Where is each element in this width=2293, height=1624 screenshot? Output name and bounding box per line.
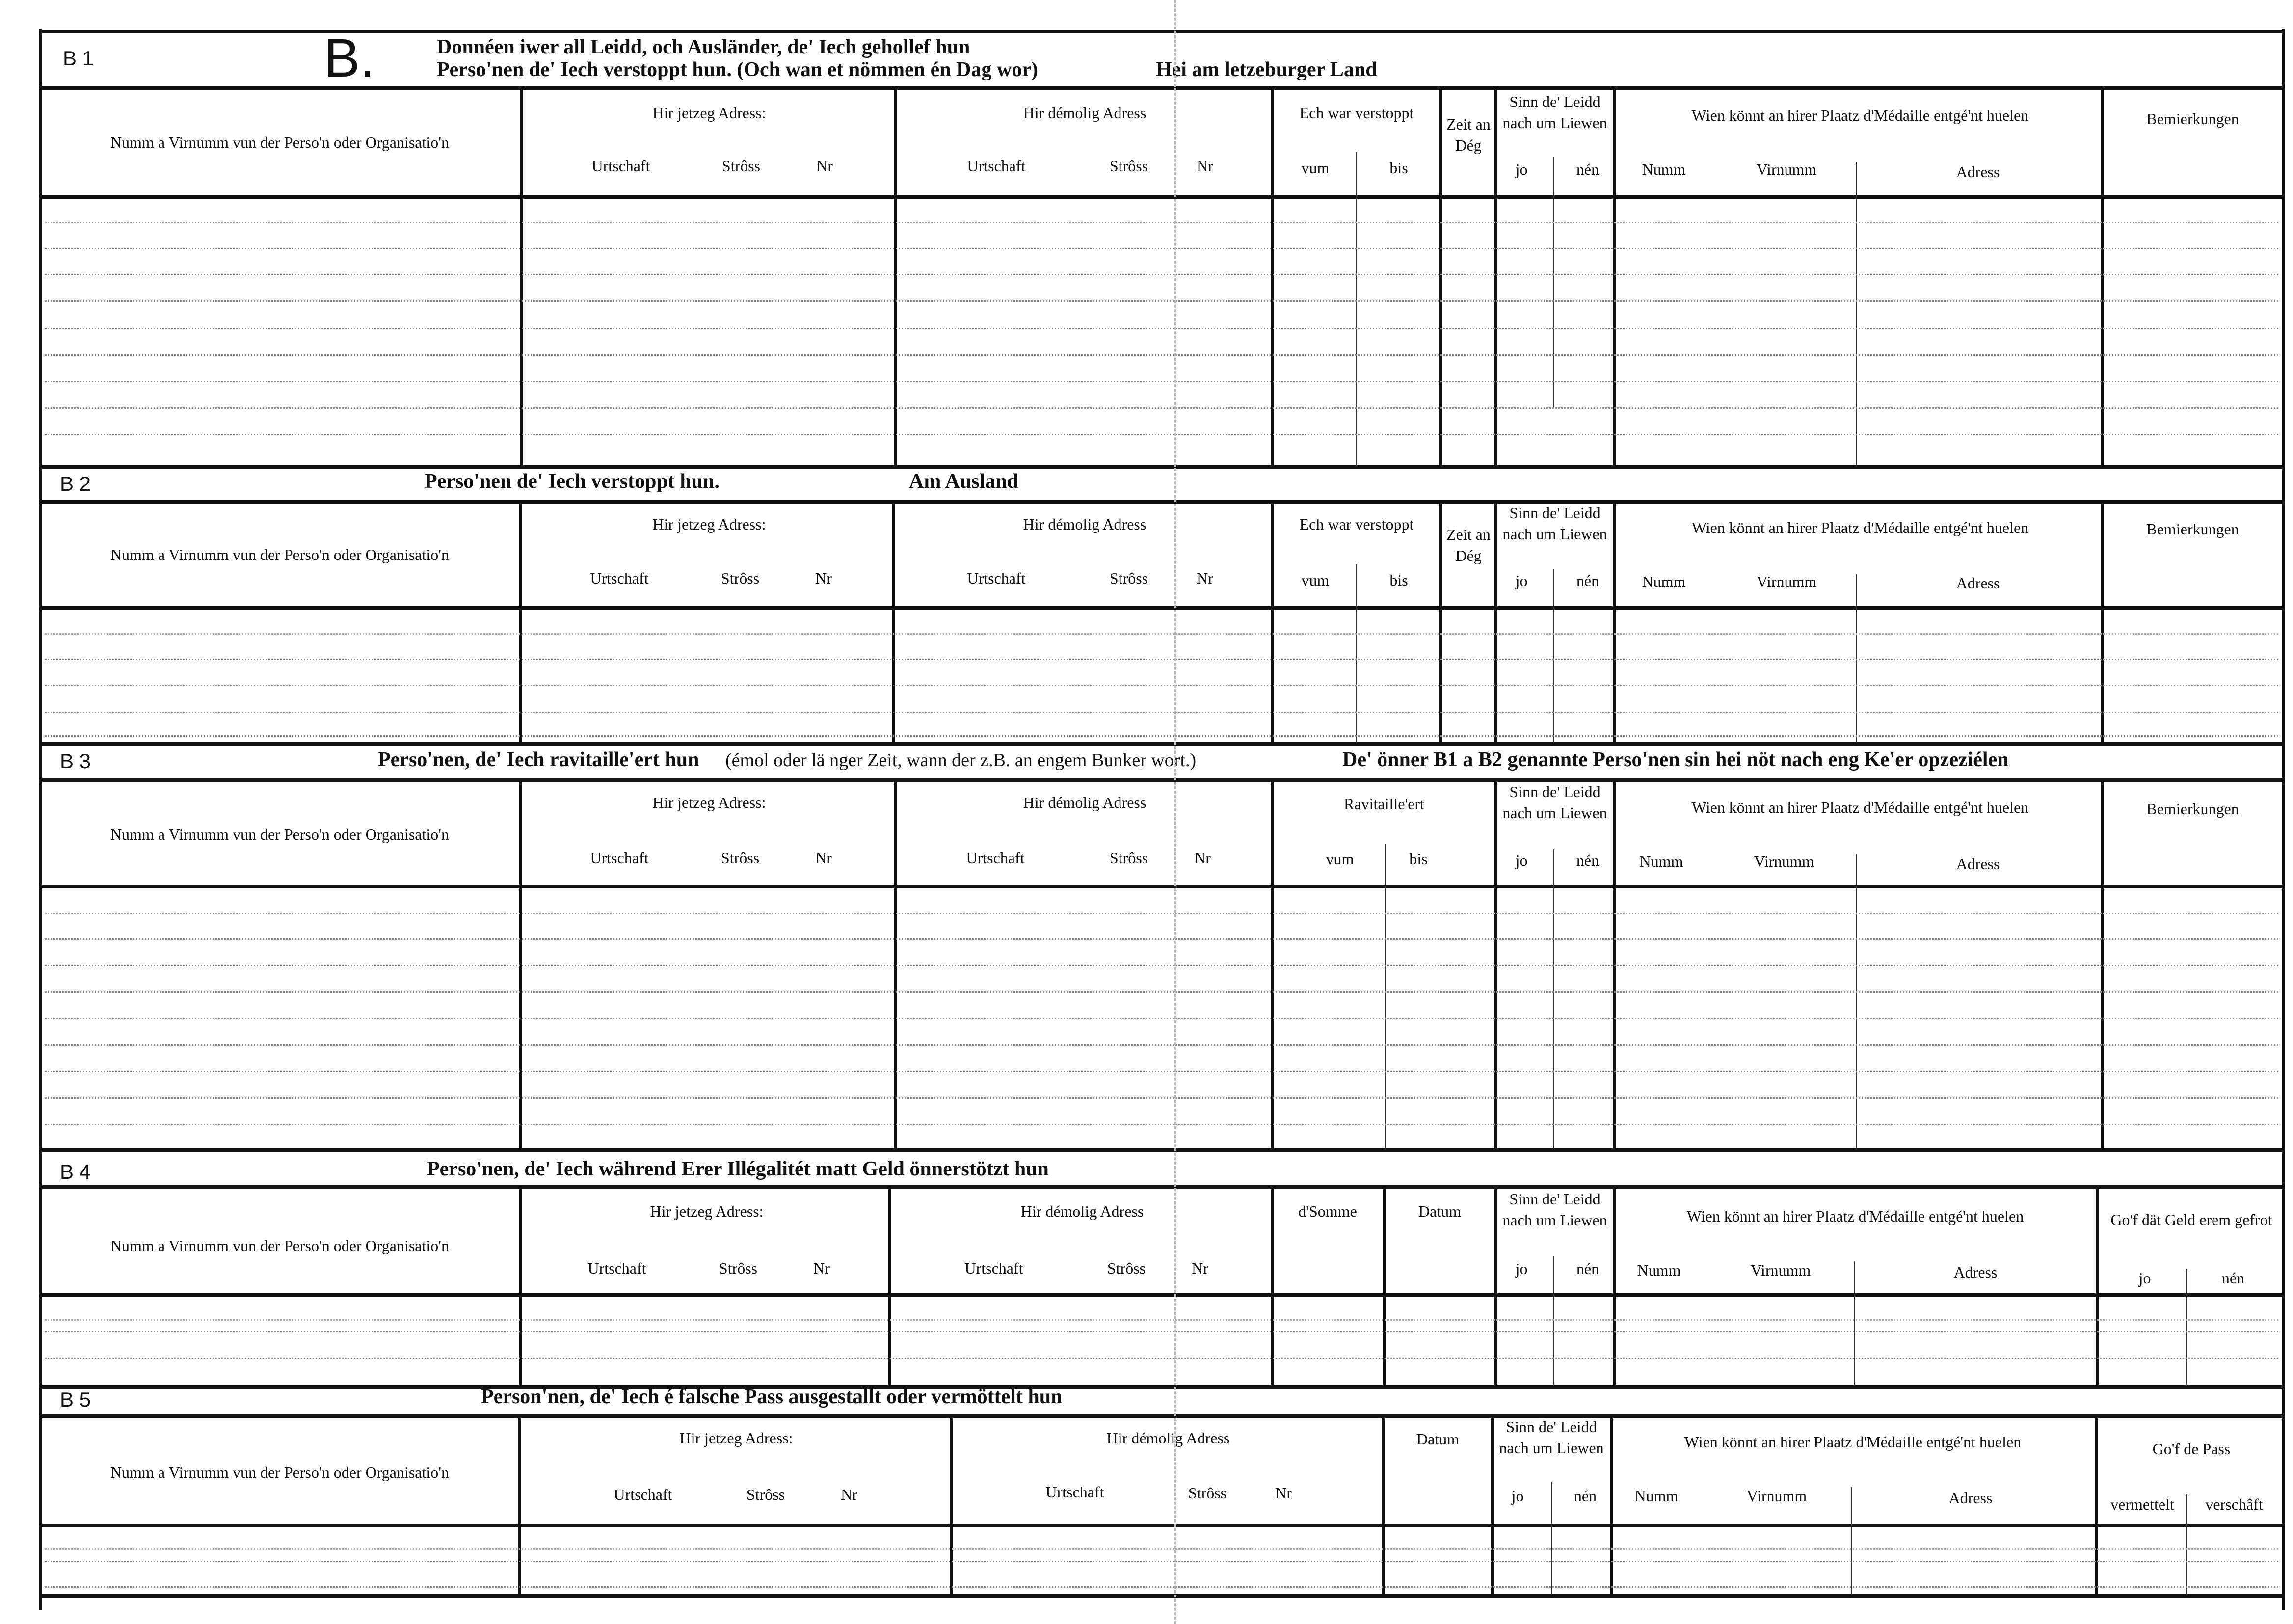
col-date: Datum (1416, 1430, 1460, 1448)
col-name: Numm a Virnumm vun der Perso'n oder Organisatio'n (110, 1464, 450, 1481)
col-from: vum (1301, 159, 1330, 177)
col-urtschaft: Urtschaft (1045, 1483, 1104, 1501)
col-urtschaft: Urtschaft (590, 569, 649, 587)
form-letter: B. (324, 28, 375, 88)
section-title-suffix: Hei am letzeburger Land (1156, 58, 1377, 81)
col-procured: verschâft (2205, 1495, 2263, 1513)
col-medal: Wien könnt an hirer Plaatz d'Médaille entgé'nt huelen (1691, 519, 2029, 536)
col-nr: Nr (1275, 1484, 1292, 1502)
col-yes: jo (1515, 1260, 1528, 1278)
col-adress: Adress (1956, 163, 2000, 181)
col-stross: Strôss (1188, 1484, 1227, 1502)
section-title: Perso'nen, de' Iech während Erer Illégalitét matt Geld önnerstötzt hun (427, 1158, 1049, 1180)
col-remarks: Bemierkungen (2146, 520, 2239, 538)
section-title: Perso'nen de' Iech verstoppt hun. (425, 470, 720, 493)
col-days: Zeit an Dég (1446, 526, 1491, 565)
col-no: nén (1573, 1487, 1597, 1505)
col-nr: Nr (1197, 157, 1213, 175)
col-medal: Wien könnt an hirer Plaatz d'Médaille entgé'nt huelen (1691, 106, 2029, 124)
col-nr: Nr (815, 849, 832, 867)
section-title-line1: Donnéen iwer all Leidd, och Ausländer, de' Iech gehollef hun (437, 36, 970, 58)
col-supplied: Ravitaille'ert (1344, 795, 1424, 813)
col-stross: Strôss (1107, 1259, 1146, 1277)
col-hidden: Ech war verstoppt (1299, 104, 1414, 122)
col-numm: Numm (1634, 1487, 1679, 1505)
col-medal: Wien könnt an hirer Plaatz d'Médaille entgé'nt huelen (1691, 799, 2029, 816)
col-remarks: Bemierkungen (2146, 110, 2239, 128)
col-adress: Adress (1956, 855, 2000, 873)
col-name: Numm a Virnumm vun der Perso'n oder Organisatio'n (110, 546, 450, 563)
col-urtschaft: Urtschaft (591, 157, 650, 175)
col-alive: Sinn de' Leidd nach um Liewen (1502, 504, 1607, 543)
col-nr: Nr (1197, 569, 1213, 587)
section-id: B 1 (63, 47, 94, 70)
col-days: Zeit an Dég (1446, 115, 1491, 155)
col-no: nén (1576, 1260, 1600, 1278)
col-yes: jo (1515, 160, 1528, 178)
col-numm: Numm (1642, 160, 1686, 178)
section-title: Person'nen, de' Iech é falsche Pass ausgestallt oder vermöttelt hun (481, 1385, 1063, 1408)
col-virnumm: Virnumm (1750, 1261, 1811, 1279)
col-yes: jo (1511, 1487, 1524, 1505)
col-current-address: Hir jetzeg Adress: (679, 1429, 793, 1447)
col-current-address: Hir jetzeg Adress: (652, 515, 766, 533)
col-virnumm: Virnumm (1754, 852, 1814, 870)
col-sum: d'Somme (1298, 1202, 1357, 1220)
col-hidden: Ech war verstoppt (1299, 515, 1414, 533)
col-virnumm: Virnumm (1756, 160, 1817, 178)
col-urtschaft: Urtschaft (613, 1486, 672, 1503)
right-border (2282, 29, 2285, 1610)
col-urtschaft: Urtschaft (967, 569, 1026, 587)
col-to: bis (1409, 850, 1428, 868)
left-border (39, 29, 42, 1610)
col-adress: Adress (1948, 1489, 1993, 1507)
col-name: Numm a Virnumm vun der Perso'n oder Organisatio'n (110, 1237, 450, 1254)
col-from: vum (1326, 850, 1354, 868)
col-nr: Nr (815, 569, 832, 587)
col-date: Datum (1418, 1202, 1462, 1220)
col-stross: Strôss (746, 1486, 785, 1503)
col-urtschaft: Urtschaft (590, 849, 649, 867)
section-title-line2: Perso'nen de' Iech verstoppt hun. (Och wan et nömmen én Dag wor) (437, 58, 1038, 81)
col-adress: Adress (1953, 1263, 1998, 1281)
col-stross: Strôss (1109, 849, 1148, 867)
col-stross: Strôss (1109, 569, 1148, 587)
col-from: vum (1301, 571, 1330, 589)
col-to: bis (1389, 571, 1408, 589)
section-id: B 4 (60, 1160, 91, 1183)
col-old-address: Hir démolig Adress (1020, 1202, 1144, 1220)
col-current-address: Hir jetzeg Adress: (650, 1202, 764, 1220)
section-title-suffix: De' önner B1 a B2 genannte Perso'nen sin hei nöt nach eng Ke'er opzeziélen (1342, 748, 2009, 771)
col-name: Numm a Virnumm vun der Perso'n oder Organisatio'n (110, 825, 450, 843)
col-no: nén (1576, 160, 1600, 178)
col-yes: jo (2138, 1269, 2151, 1287)
col-old-address: Hir démolig Adress (1023, 104, 1146, 122)
col-yes: jo (1515, 852, 1528, 869)
col-nr: Nr (813, 1259, 830, 1277)
col-alive: Sinn de' Leidd nach um Liewen (1499, 1418, 1604, 1457)
section-id: B 5 (60, 1388, 91, 1411)
col-alive: Sinn de' Leidd nach um Liewen (1502, 783, 1607, 822)
col-remarks: Bemierkungen (2146, 800, 2239, 818)
fold-line (1174, 0, 1176, 1624)
col-urtschaft: Urtschaft (967, 157, 1026, 175)
col-virnumm: Virnumm (1756, 573, 1817, 590)
col-adress: Adress (1956, 574, 2000, 592)
col-stross: Strôss (1109, 157, 1148, 175)
col-medal: Wien könnt an hirer Plaatz d'Médaille entgé'nt huelen (1686, 1207, 2024, 1225)
section-id: B 2 (60, 472, 91, 495)
section-title-suffix: Am Ausland (909, 470, 1018, 493)
col-old-address: Hir démolig Adress (1023, 794, 1146, 811)
col-mediated: vermettelt (2110, 1495, 2174, 1513)
col-nr: Nr (1192, 1259, 1208, 1277)
col-nr: Nr (841, 1486, 857, 1503)
col-to: bis (1389, 159, 1408, 177)
section-title: Perso'nen, de' Iech ravitaille'ert hun (378, 748, 699, 771)
col-numm: Numm (1639, 852, 1683, 870)
col-old-address: Hir démolig Adress (1106, 1429, 1230, 1447)
col-money-back: Go'f dät Geld erem gefrot (2110, 1211, 2272, 1228)
col-no: nén (1576, 852, 1600, 869)
col-stross: Strôss (720, 849, 760, 867)
col-stross: Strôss (721, 157, 761, 175)
col-stross: Strôss (720, 569, 760, 587)
col-passport: Go'f de Pass (2152, 1440, 2231, 1458)
col-urtschaft: Urtschaft (587, 1259, 646, 1277)
col-numm: Numm (1642, 573, 1686, 590)
col-virnumm: Virnumm (1746, 1487, 1807, 1505)
col-no: nén (2221, 1269, 2245, 1287)
col-urtschaft: Urtschaft (964, 1259, 1023, 1277)
col-medal: Wien könnt an hirer Plaatz d'Médaille entgé'nt huelen (1684, 1433, 2022, 1451)
col-nr: Nr (816, 157, 833, 175)
col-name: Numm a Virnumm vun der Perso'n oder Organisatio'n (110, 133, 450, 151)
col-yes: jo (1515, 572, 1528, 589)
col-current-address: Hir jetzeg Adress: (652, 104, 766, 122)
col-old-address: Hir démolig Adress (1023, 515, 1146, 533)
col-numm: Numm (1637, 1261, 1681, 1279)
col-no: nén (1576, 572, 1600, 589)
col-nr: Nr (1194, 849, 1211, 867)
col-urtschaft: Urtschaft (966, 849, 1025, 867)
col-alive: Sinn de' Leidd nach um Liewen (1502, 1190, 1607, 1229)
col-stross: Strôss (719, 1259, 758, 1277)
section-id: B 3 (60, 749, 91, 772)
col-current-address: Hir jetzeg Adress: (652, 794, 766, 811)
section-title-paren: (émol oder lä nger Zeit, wann der z.B. an engem Bunker wort.) (725, 750, 1197, 771)
col-alive: Sinn de' Leidd nach um Liewen (1502, 93, 1607, 132)
